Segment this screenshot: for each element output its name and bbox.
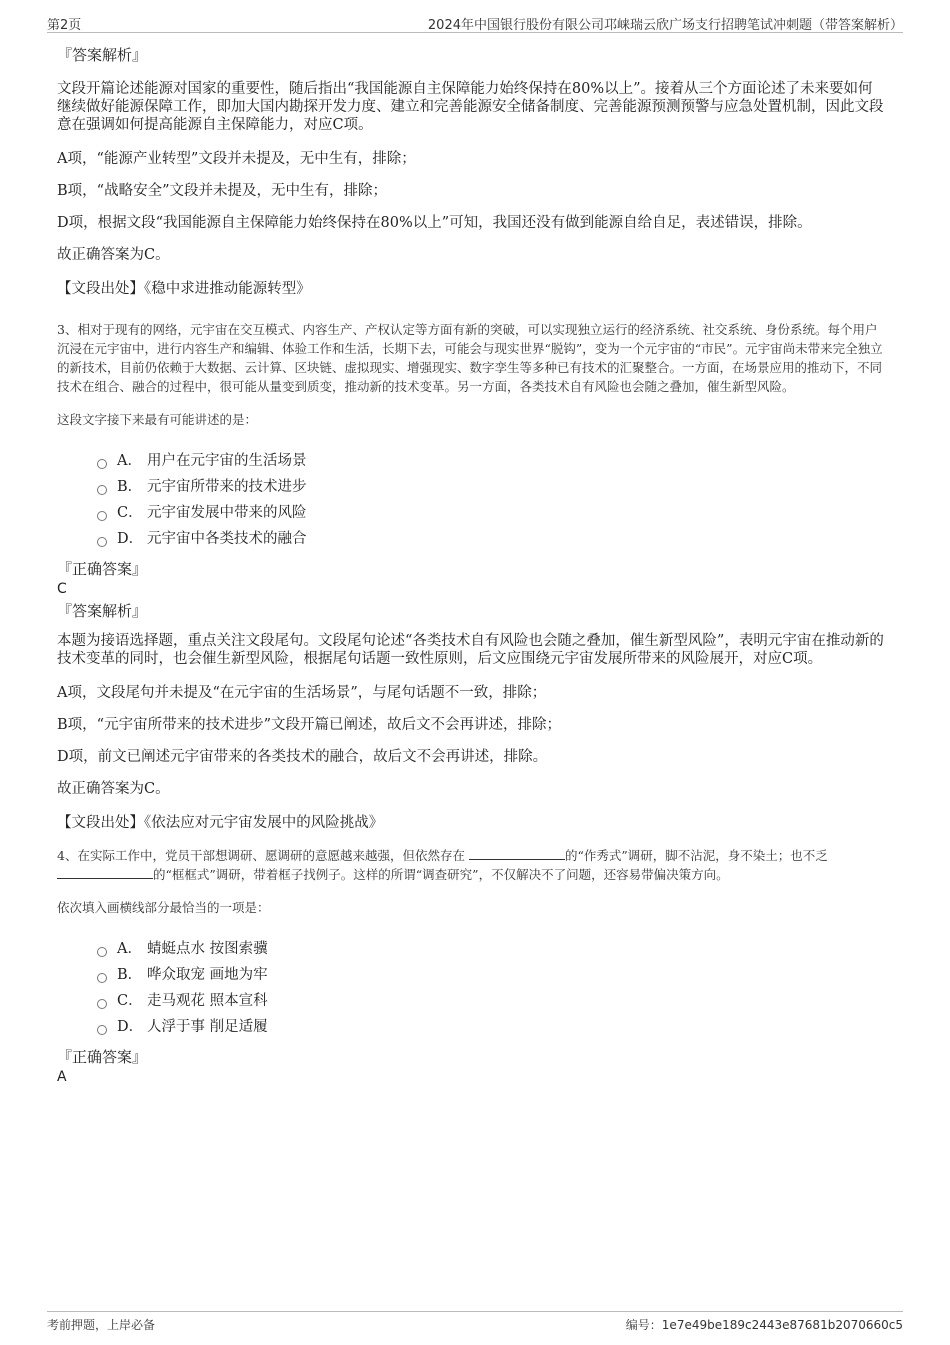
option-letter: D． — [117, 1019, 144, 1035]
option-a[interactable] — [97, 936, 887, 962]
analysis-line-a: A项，文段尾句并未提及“在元宇宙的生活场景”，与尾句话题不一致，排除； — [57, 685, 547, 701]
radio-circle-icon[interactable] — [97, 537, 107, 547]
option-c[interactable] — [97, 500, 887, 526]
option-text: 元宇宙所带来的技术进步 — [147, 479, 307, 495]
analysis-line-d: D项，根据文段“我国能源自主保障能力始终保持在80%以上”可知，我国还没有做到能源自给自足，表述错误，排除。 — [57, 215, 812, 231]
option-letter: A． — [117, 941, 142, 957]
question-3-prompt: 这段文字接下来最有可能讲述的是： — [57, 412, 258, 427]
option-letter: D． — [117, 531, 144, 547]
analysis-line-d: D项，前文已阐述元宇宙带来的各类技术的融合，故后文不会再讲述，排除。 — [57, 749, 548, 765]
page-footer — [47, 1311, 903, 1334]
correct-answer: C — [57, 581, 67, 597]
question-4-text-part: 的“作秀式”调研，脚不沾泥，身不染土；也不乏 — [564, 848, 828, 863]
correct-answer: A — [57, 1069, 67, 1085]
option-text: 人浮于事 削足适履 — [147, 1019, 268, 1035]
document-title: 2024年中国银行股份有限公司邛崃瑞云欣广场支行招聘笔试冲刺题（带答案解析） — [427, 18, 903, 33]
radio-circle-icon[interactable] — [97, 459, 107, 469]
conclusion: 故正确答案为C。 — [57, 781, 170, 797]
fill-blank — [57, 866, 153, 879]
option-letter: C． — [117, 993, 143, 1009]
radio-circle-icon[interactable] — [97, 999, 107, 1009]
option-text: 元宇宙发展中带来的风险 — [147, 505, 307, 521]
analysis-label: 『答案解析』 — [57, 602, 148, 620]
page-content — [57, 44, 887, 1086]
option-text: 用户在元宇宙的生活场景 — [147, 453, 307, 469]
option-text: 元宇宙中各类技术的融合 — [147, 531, 307, 547]
question-4-prompt: 依次填入画横线部分最恰当的一项是： — [57, 900, 270, 915]
radio-circle-icon[interactable] — [97, 511, 107, 521]
option-c[interactable] — [97, 988, 887, 1014]
radio-circle-icon[interactable] — [97, 973, 107, 983]
analysis-label: 『答案解析』 — [57, 46, 148, 64]
page-number: 第2页 — [47, 18, 82, 33]
option-d[interactable] — [97, 1014, 887, 1040]
radio-circle-icon[interactable] — [97, 1025, 107, 1035]
option-text: 走马观花 照本宣科 — [147, 993, 268, 1009]
option-a[interactable] — [97, 448, 887, 474]
option-letter: B． — [117, 967, 143, 983]
source-citation: 【文段出处】《依法应对元宇宙发展中的风险挑战》 — [57, 815, 384, 831]
question-4-options — [57, 936, 887, 1040]
page-header — [47, 12, 903, 33]
radio-circle-icon[interactable] — [97, 947, 107, 957]
source-citation: 【文段出处】《稳中求进推动能源转型》 — [57, 281, 311, 297]
radio-circle-icon[interactable] — [97, 485, 107, 495]
question-4-text — [57, 846, 887, 884]
analysis-line-b: B项，“战略安全”文段并未提及，无中生有，排除； — [57, 183, 387, 199]
option-b[interactable] — [97, 474, 887, 500]
option-letter: A． — [117, 453, 142, 469]
question-4-text-part: 4、在实际工作中，党员干部想调研、愿调研的意愿越来越强，但依然存在 — [57, 848, 465, 863]
analysis-text: 文段开篇论述能源对国家的重要性，随后指出“我国能源自主保障能力始终保持在80%以上”。接着从三个方面论述了未来要如何继续做好能源保障工作，即加大国内勘探开发力度、建立和完善能源安全储备制度、完善能源预测预警与应急处置机制，因此文段意在强调如何提高能源自主保障能力，对应C项。 — [57, 81, 884, 133]
analysis-line-b: B项，“元宇宙所带来的技术进步”文段开篇已阐述，故后文不会再讲述，排除； — [57, 717, 561, 733]
option-text: 哗众取宠 画地为牢 — [147, 967, 268, 983]
option-letter: C． — [117, 505, 143, 521]
correct-answer-label: 『正确答案』 — [57, 560, 148, 578]
conclusion: 故正确答案为C。 — [57, 247, 170, 263]
footer-slogan: 考前押题，上岸必备 — [47, 1318, 156, 1332]
question-3-options — [57, 448, 887, 552]
question-3-text: 3、相对于现有的网络，元宇宙在交互模式、内容生产、产权认定等方面有新的突破，可以实现独立运行的经济系统、社交系统、身份系统。每个用户沉浸在元宇宙中，进行内容生产和编辑、体验工作和生活，长期下去，可能会与现实世界“脱钩”，变为一个元宇宙的“市民”。元宇宙尚未带来完全独立的新技术，目前仍依赖于大数据、云计算、区块链、虚拟现实、增强现实、数字孪生等多种已有技术的汇聚整合。一方面，在场景应用的推动下，不同技术在组合、融合的过程中，很可能从量变到质变，推动新的技术变革。另一方面，各类技术自有风险也会随之叠加，催生新型风险。 — [57, 322, 883, 394]
fill-blank — [469, 847, 565, 860]
option-text: 蜻蜓点水 按图索骥 — [147, 941, 268, 957]
option-letter: B． — [117, 479, 143, 495]
analysis-line-a: A项，“能源产业转型”文段并未提及，无中生有，排除； — [57, 151, 416, 167]
correct-answer-label: 『正确答案』 — [57, 1048, 148, 1066]
option-b[interactable] — [97, 962, 887, 988]
option-d[interactable] — [97, 526, 887, 552]
question-4-text-part: 的“框框式”调研，带着框子找例子。这样的所谓“调查研究”，不仅解决不了问题，还容易带偏决策方向。 — [153, 867, 729, 882]
analysis-text: 本题为接语选择题，重点关注文段尾句。文段尾句论述“各类技术自有风险也会随之叠加，催生新型风险”，表明元宇宙在推动新的技术变革的同时，也会催生新型风险，根据尾句话题一致性原则，后文应围绕元宇宙发展所带来的风险展开，对应C项。 — [57, 633, 884, 667]
document-id: 编号：1e7e49be189c2443e87681b2070660c5 — [625, 1318, 903, 1332]
